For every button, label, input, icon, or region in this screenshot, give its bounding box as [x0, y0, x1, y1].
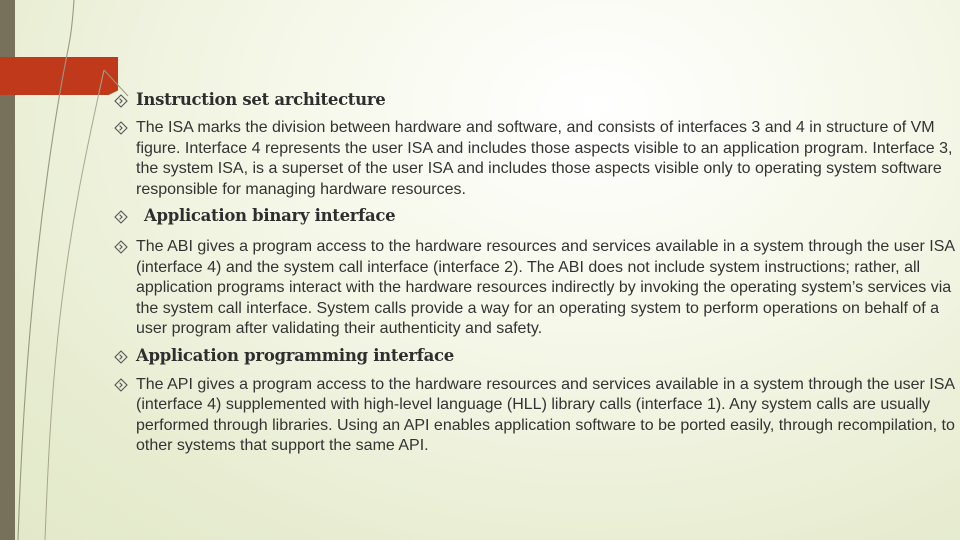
- slide-content: [112, 90, 958, 457]
- diamond-bullet-icon: [114, 378, 128, 392]
- diamond-bullet-icon: [114, 240, 128, 254]
- paragraph-api-text: The API gives a program access to the hardware resources and services available in a system through the user ISA (interface 4) supplemented with high-level language (HLL) library calls (interface 1). Any system calls are usually performed through libraries. Using an API enables application software to be ported easily, through recompilation, to other systems that support the same API.: [136, 375, 955, 454]
- paragraph-api: [112, 375, 958, 457]
- paragraph-abi: [112, 237, 958, 340]
- heading-api-text: Application programming interface: [136, 345, 454, 365]
- diamond-bullet-icon: [114, 94, 128, 108]
- heading-api: [112, 346, 958, 365]
- heading-isa: [112, 90, 958, 109]
- heading-abi-text: Application binary interface: [144, 206, 396, 225]
- paragraph-isa: [112, 118, 958, 200]
- paragraph-isa-text: The ISA marks the division between hardware and software, and consists of interfaces 3 and 4 in structure of VM figure. Interface 4 represents the user ISA and includes those aspects visible to an application program. Interface 3, the system ISA, is a superset of the user ISA and includes those aspects visible only to operating system software responsible for managing hardware resources.: [136, 119, 953, 198]
- heading-isa-text: Instruction set architecture: [136, 90, 386, 109]
- diamond-bullet-icon: [114, 121, 128, 135]
- title-accent-bar: [0, 57, 118, 95]
- paragraph-abi-text: The ABI gives a program access to the hardware resources and services available in a system through the user ISA (interface 4) and the system call interface (interface 2). The ABI does not include system instructions; rather, all application programs interact with the hardware resources indirectly by invoking the operating system’s services via the system call interface. System calls provide a way for an operating system to perform operations on behalf of a user program after validating their authenticity and safety.: [136, 238, 955, 337]
- heading-abi: [112, 206, 958, 225]
- diamond-bullet-icon: [114, 350, 128, 364]
- diamond-bullet-icon: [114, 210, 128, 224]
